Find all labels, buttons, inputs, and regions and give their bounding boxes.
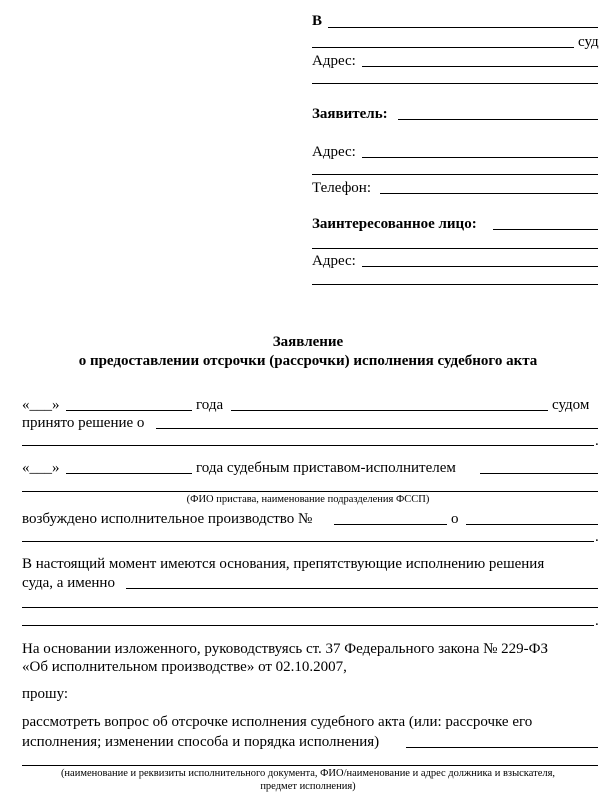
applicant-phone-line[interactable] [380,193,598,194]
request-text-line1: рассмотреть вопрос об отсрочке исполнения судебного акта (или: рассрочке его [22,714,533,730]
applicant-address-label: Адрес: [312,144,356,160]
bailiff-caption: (ФИО пристава, наименование подразделения ФССП) [186,494,430,505]
court-suffix: суд [578,34,599,50]
court-address-line-2[interactable] [312,83,598,84]
applicant-label: Заявитель: [312,106,388,122]
request-caption-line1: (наименование и реквизиты исполнительного документа, ФИО/наименование и адрес должника и взыскателя, [60,768,556,779]
grounds-line-2[interactable] [22,607,598,608]
proceeding-o-label: о [451,511,459,527]
applicant-address-line-2[interactable] [312,174,598,175]
interested-party-line[interactable] [493,229,598,230]
request-caption-line2: предмет исполнения) [260,781,356,792]
proceeding-period: . [595,529,599,545]
proceeding-date-line[interactable] [66,473,192,474]
interested-address-line[interactable] [362,266,598,267]
bailiff-label: года судебным приставом-исполнителем [196,460,456,476]
grounds-line[interactable] [126,588,598,589]
proceeding-subject-line[interactable] [466,524,598,525]
legal-basis-line2: «Об исполнительном производстве» от 02.10.2007, [22,659,347,675]
interested-party-line-2[interactable] [312,248,598,249]
grounds-text-line2: суда, а именно [22,575,115,591]
request-line-2[interactable] [22,765,598,766]
applicant-phone-label: Телефон: [312,180,371,196]
grounds-line-3[interactable] [22,625,594,626]
decision-year-label: года [196,397,224,413]
to-court-prefix: В [312,13,323,29]
interested-address-label: Адрес: [312,253,356,269]
bailiff-name-line[interactable] [22,491,598,492]
document-title: Заявление [272,334,344,350]
request-line[interactable] [406,747,598,748]
grounds-text-line1: В настоящий момент имеются основания, препятствующие исполнению решения [22,556,545,572]
proceeding-date-open: «___» [22,460,60,476]
interested-address-line-2[interactable] [312,284,598,285]
applicant-address-line[interactable] [362,157,598,158]
decision-subject-line[interactable] [156,428,598,429]
proceeding-subject-line-2[interactable] [22,541,594,542]
bailiff-line[interactable] [480,473,598,474]
decision-date-line[interactable] [66,410,192,411]
request-label: прошу: [22,686,69,702]
court-address-label: Адрес: [312,53,356,69]
decision-period: . [595,433,599,449]
court-name-line[interactable] [328,27,598,28]
grounds-period: . [595,613,599,629]
proceeding-number-label: возбуждено исполнительное производство № [22,511,313,527]
decision-court-line[interactable] [231,410,548,411]
document-subtitle: о предоставлении отсрочки (рассрочки) исполнения судебного акта [78,353,538,369]
court-name-line-2[interactable] [312,47,574,48]
interested-party-label: Заинтересованное лицо: [312,216,477,232]
decision-subject-line-2[interactable] [22,445,594,446]
decision-date-open: «___» [22,397,60,413]
applicant-line[interactable] [398,119,598,120]
proceeding-number-line[interactable] [334,524,447,525]
request-text-line2: исполнения; изменении способа и порядка исполнения) [22,734,380,750]
court-address-line[interactable] [362,66,598,67]
decision-court-label: судом [552,397,590,413]
decision-subject-label: принято решение о [22,415,145,431]
legal-basis-line1: На основании изложенного, руководствуясь ст. 37 Федерального закона № 229-ФЗ [22,641,549,657]
